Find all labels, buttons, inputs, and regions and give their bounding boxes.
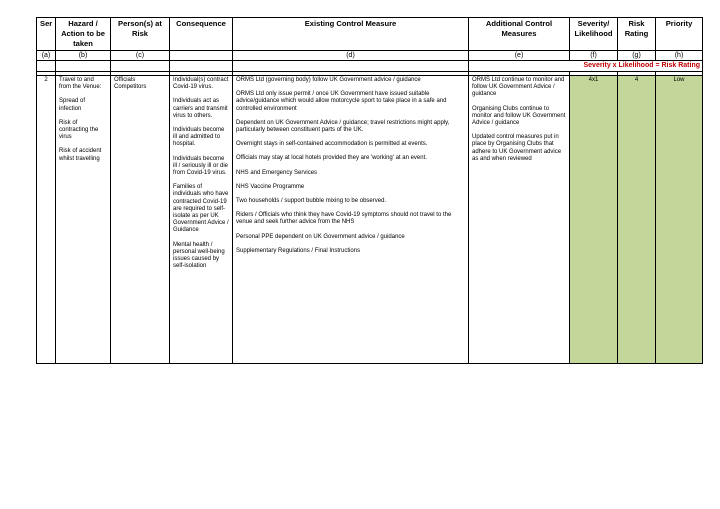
letter-e: (e): [469, 51, 570, 61]
letter-f: (f): [570, 51, 618, 61]
hazard-line: Risk of accident whilst travelling: [59, 148, 102, 162]
row-risk-rating: 4: [618, 76, 656, 364]
additional-control-item: ORMS Ltd continue to monitor and follow UK Government Advice / guidance: [472, 77, 565, 98]
header-risk-rating: Risk Rating: [618, 18, 656, 51]
consequence-item: Individuals become ill / seriously ill or die from Covid-19 virus.: [173, 155, 229, 177]
letter-a: (a): [37, 51, 56, 61]
consequence-item: Individual(s) contract Covid-19 virus.: [173, 77, 229, 91]
existing-control-item: ORMS Ltd only issue permit / once UK Government have issued suitable advice/guidance which would allow motorcycle sport to take place in a safe and controlled environment: [236, 91, 447, 112]
existing-control-item: Two households / support bubble mixing to be observed.: [236, 198, 387, 205]
letter-blank: [170, 51, 233, 61]
existing-control-item: Dependent on UK Government Advice / guidance; travel restrictions might apply, particularly between constituent parts of the UK.: [236, 119, 450, 134]
existing-control-item: Personal PPE dependent on UK Government advice / guidance: [236, 233, 405, 240]
header-severity: Severity/ Likelihood: [570, 18, 618, 51]
row-persons: Officials Competitors: [111, 76, 170, 364]
additional-control-item: Organising Clubs continue to monitor and follow UK Government Advice / guidance: [472, 105, 566, 127]
header-hazard: Hazard / Action to be taken: [56, 18, 111, 51]
letter-c: (c): [111, 51, 170, 61]
letter-d: (d): [233, 51, 469, 61]
table-row: [37, 76, 703, 364]
hazard-line: Spread of infection: [59, 98, 86, 112]
header-consequence: Consequence: [170, 18, 233, 51]
column-letter-row: [37, 51, 703, 61]
letter-g: (g): [618, 51, 656, 61]
header-additional-control: Additional Control Measures: [469, 18, 570, 51]
row-existing-control: [233, 76, 469, 364]
consequence-item: Individuals become ill and admitted to hospital.: [173, 127, 225, 148]
consequence-item: Mental health / personal well-being issues caused by self-isolation: [173, 241, 225, 270]
additional-control-item: Updated control measures put in place by Organising Clubs that adhere to UK Government advice as and when reviewed: [472, 134, 562, 162]
row-ser: 2: [37, 76, 56, 364]
header-persons: Person(s) at Risk: [111, 18, 170, 51]
row-severity: 4x1: [570, 76, 618, 364]
consequence-item: Families of individuals who have contracted Covid-19 are required to self-isolate as per UK Government Advice / Guidance: [173, 184, 229, 234]
existing-control-item: Overnight stays in self-contained accommodation is permitted at events.: [236, 141, 428, 148]
existing-control-item: Supplementary Regulations / Final Instructions: [236, 247, 361, 254]
existing-control-item: ORMS Ltd (governing body) follow UK Government advice / guidance: [236, 77, 421, 83]
header-row: [37, 18, 703, 51]
existing-control-item: Officials may stay at local hotels provided they are 'working' at an event.: [236, 155, 427, 162]
hazard-line: Travel to and from the Venue:: [59, 77, 102, 91]
hazard-line: Risk of contracting the virus: [59, 119, 99, 141]
consequence-item: Individuals act as carriers and transmit virus to others.: [173, 98, 228, 119]
existing-control-item: Riders / Officials who think they have Covid-19 symptoms should not travel to the venue and seek further advice from the NHS: [236, 212, 452, 226]
formula-row: [37, 61, 703, 72]
existing-control-item: NHS Vaccine Programme: [236, 183, 305, 190]
risk-formula-note: Severity x Likelihood = Risk Rating: [469, 61, 703, 72]
risk-assessment-table: [36, 17, 703, 364]
letter-h: (h): [656, 51, 703, 61]
row-additional-control: [469, 76, 570, 364]
header-priority: Priority: [656, 18, 703, 51]
existing-control-item: NHS and Emergency Services: [236, 169, 318, 176]
row-consequence: [170, 76, 233, 364]
letter-b: (b): [56, 51, 111, 61]
header-existing-control: Existing Control Measure: [233, 18, 469, 51]
row-priority: Low: [656, 76, 703, 364]
header-ser: Ser: [37, 18, 56, 51]
row-hazard: [56, 76, 111, 364]
